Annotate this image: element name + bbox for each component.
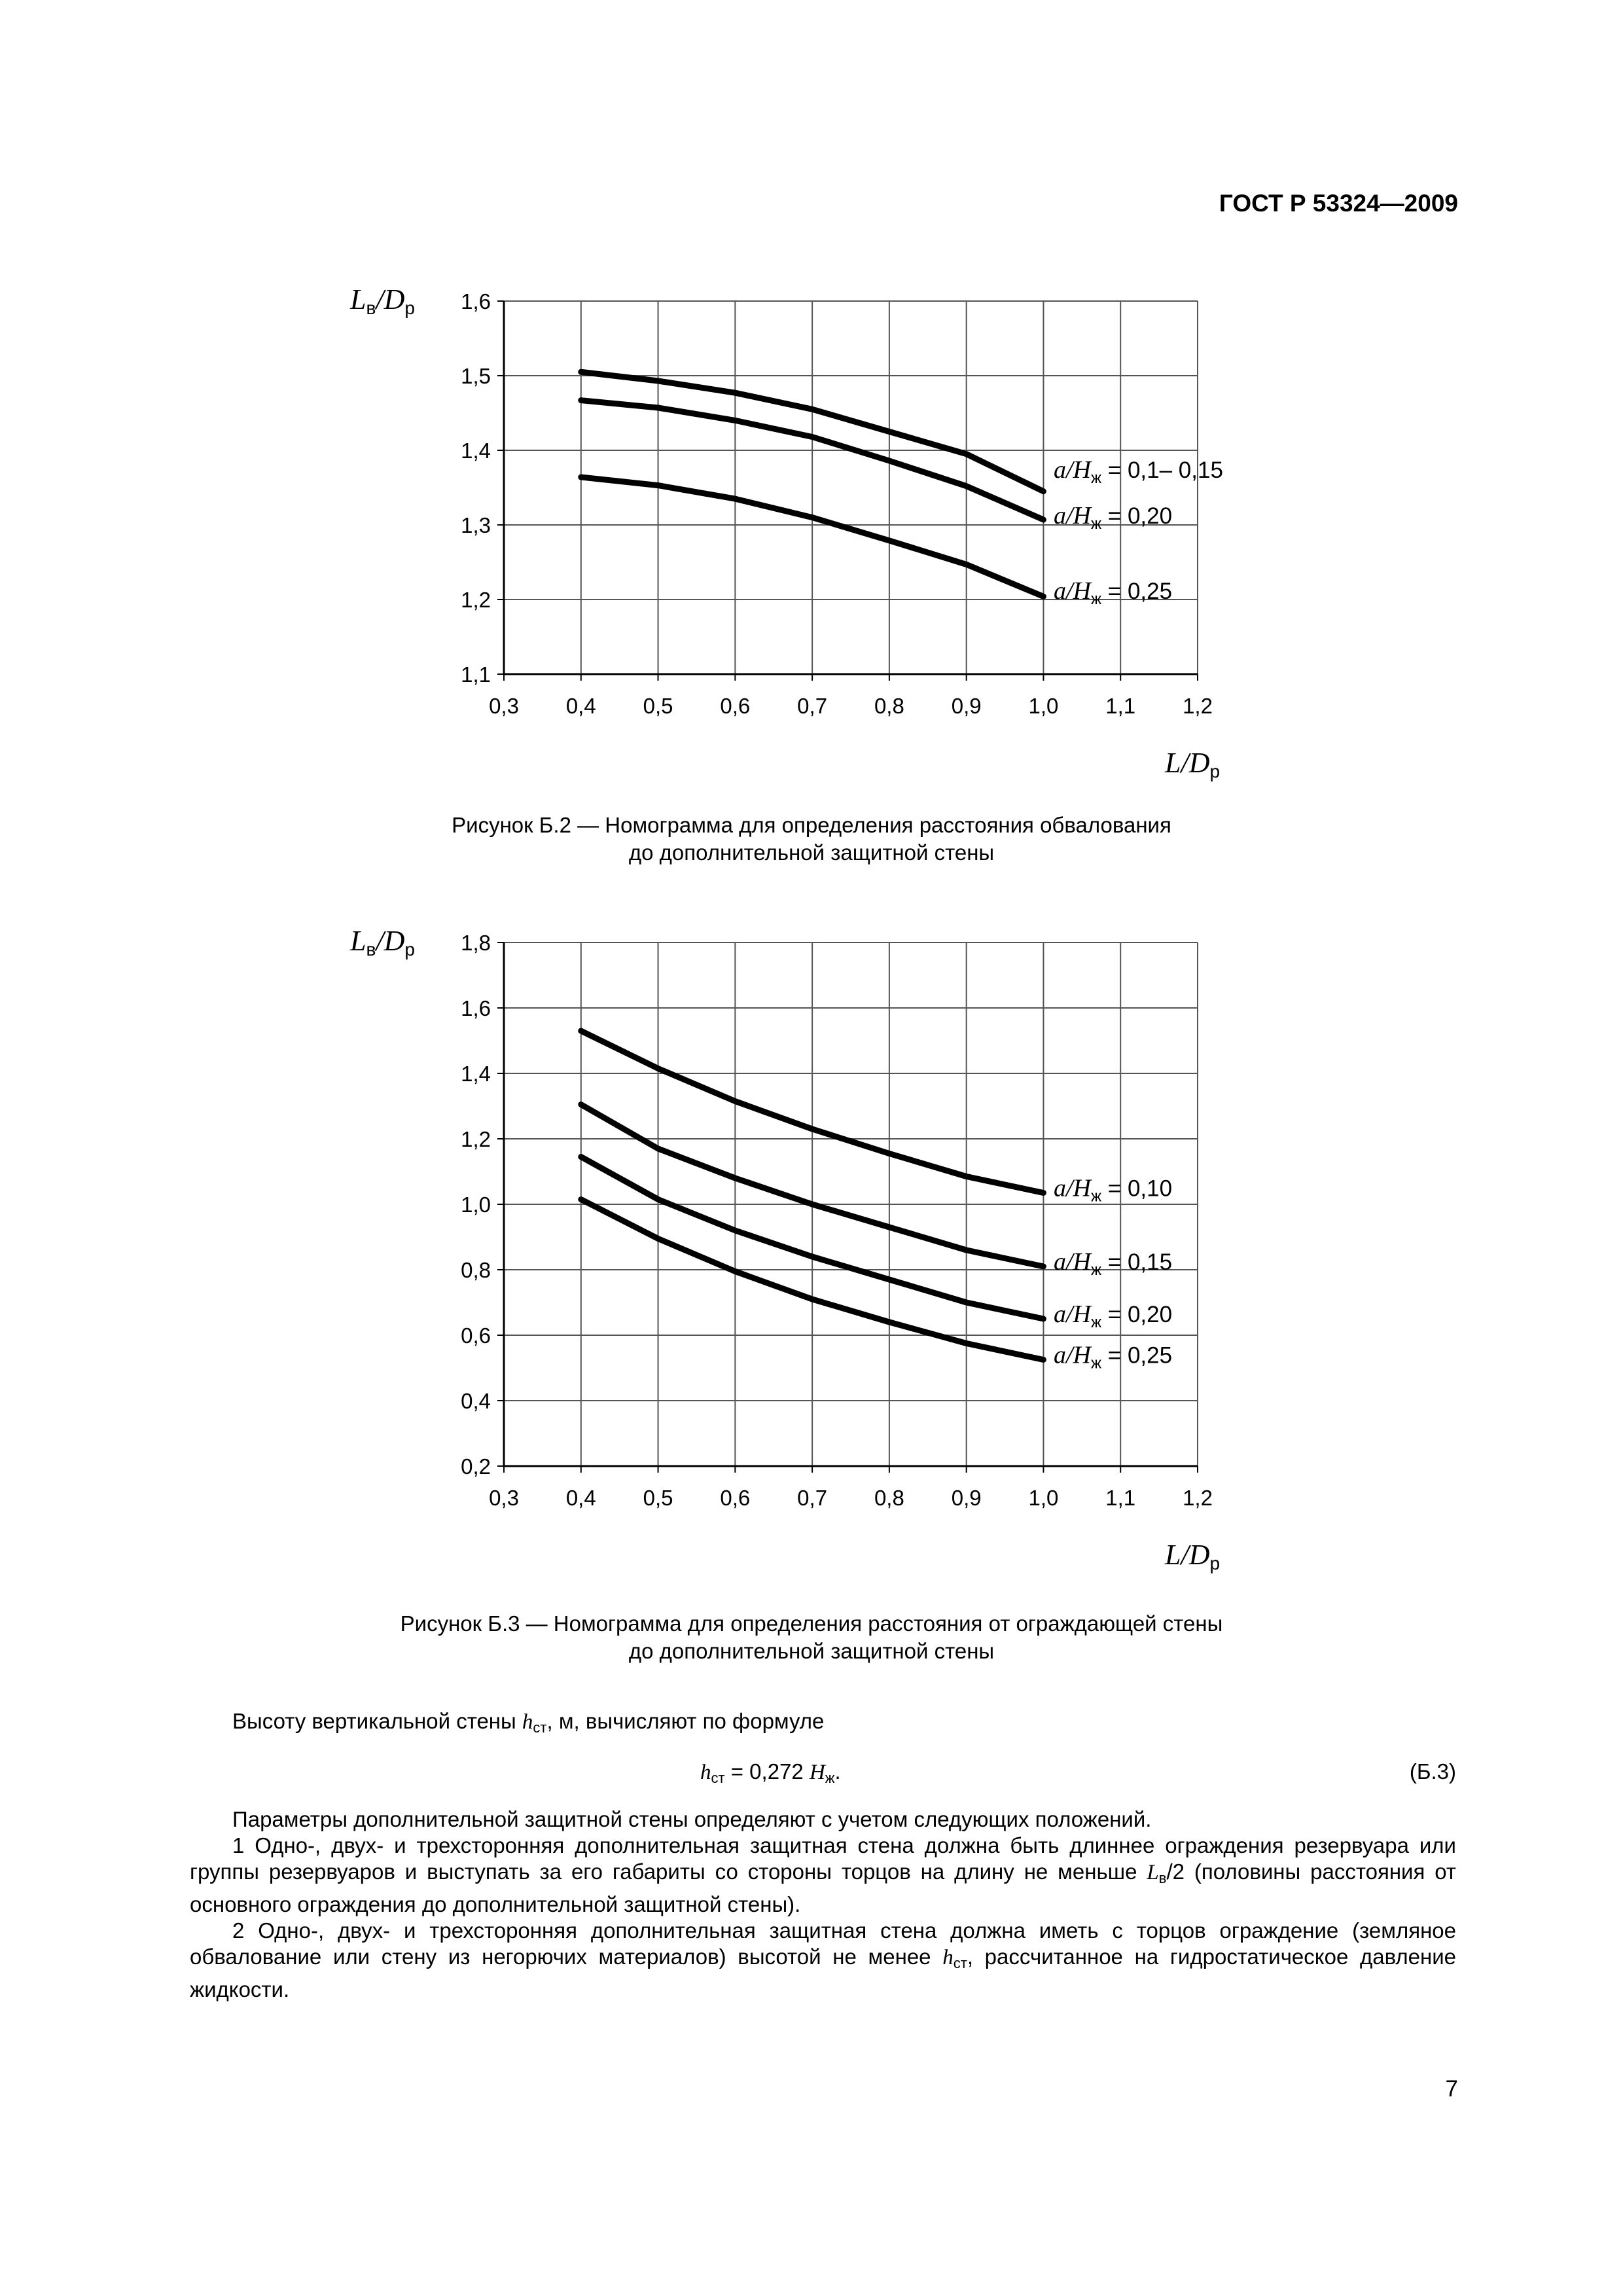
x-tick-label: 0,6 — [720, 694, 751, 718]
parameters-paragraphs — [190, 1806, 1456, 2003]
chart-figure-b3 — [0, 903, 1623, 1623]
y-tick-label: 1,2 — [461, 588, 491, 612]
y-axis-label: Lв/Dр — [350, 925, 415, 960]
caption-line: Рисунок Б.3 — Номограмма для определения расстояния от ограждающей стены — [400, 1611, 1223, 1636]
x-tick-label: 0,9 — [951, 1486, 982, 1510]
x-tick-label: 0,9 — [951, 694, 982, 718]
series-label: $а/H_ж = 0,20$ — [1054, 1300, 1173, 1331]
y-tick-label: 0,2 — [461, 1454, 491, 1479]
formula-number: (Б.3) — [1409, 1759, 1456, 1784]
x-tick-label: 1,0 — [1028, 694, 1059, 718]
y-tick-label: 1,6 — [461, 289, 491, 314]
chart-figure-b2 — [0, 262, 1623, 798]
text: 2 Одно-, двух- и трехсторонняя дополнительная защитная стена должна иметь с торцов ограждение (земляное обвалование или стену из негорючих материалов) высотой не менее — [190, 1918, 1456, 1969]
series-label: $а/H_ж = 0,1-$ 0,15 — [1054, 456, 1223, 487]
y-tick-label: 1,1 — [461, 662, 491, 687]
y-axis-label: Lв/Dр — [350, 283, 415, 318]
x-tick-label: 1,2 — [1183, 694, 1213, 718]
paragraph — [190, 1833, 1456, 1918]
subscript: ст — [953, 1955, 967, 1971]
x-tick-label: 0,4 — [565, 1486, 596, 1510]
x-axis-label: L/Dр — [1165, 747, 1221, 781]
variable: L — [1147, 1861, 1159, 1884]
caption-line: до дополнительной защитной стены — [628, 1639, 995, 1663]
variable: H — [809, 1761, 825, 1784]
paragraph: Параметры дополнительной защитной стены определяют с учетом следующих положений. — [232, 1807, 1152, 1831]
text: = 0,272 — [724, 1759, 810, 1784]
y-tick-label: 1,4 — [461, 439, 491, 463]
formula-line — [190, 1759, 1456, 1788]
x-tick-label: 0,5 — [643, 1486, 673, 1510]
series-label: $а/H_ж = 0,20$ — [1054, 502, 1173, 533]
y-tick-label: 1,8 — [461, 931, 491, 955]
variable: h — [522, 1710, 533, 1734]
y-tick-label: 1,3 — [461, 513, 491, 537]
text: . — [834, 1759, 841, 1784]
y-tick-label: 0,6 — [461, 1323, 491, 1348]
series-label: $а/H_ж = 0,15$ — [1054, 1248, 1173, 1279]
text: 1 Одно-, двух- и трехсторонняя дополнительная защитная стена должна быть длиннее ограждения резервуара или группы резервуаров и выступать за его габариты со стороны торцов на длину не меньше — [190, 1833, 1456, 1884]
caption-line: до дополнительной защитной стены — [628, 840, 995, 865]
figure-b3-caption — [0, 1610, 1623, 1665]
x-axis-label: L/Dр — [1165, 1539, 1221, 1573]
page-number: 7 — [1445, 2076, 1458, 2102]
x-tick-label: 0,6 — [720, 1486, 751, 1510]
y-tick-label: 0,4 — [461, 1389, 491, 1413]
y-tick-label: 1,0 — [461, 1193, 491, 1217]
x-tick-label: 0,5 — [643, 694, 673, 718]
subscript: ст — [711, 1770, 725, 1786]
x-tick-label: 0,8 — [874, 694, 904, 718]
text: Высоту вертикальной стены — [232, 1709, 522, 1733]
variable: h — [942, 1946, 954, 1969]
document-code: ГОСТ Р 53324—2009 — [1219, 190, 1458, 217]
text: , м, вычисляют по формуле — [546, 1709, 825, 1733]
y-tick-label: 1,2 — [461, 1127, 491, 1151]
x-tick-label: 1,2 — [1183, 1486, 1213, 1510]
caption-line: Рисунок Б.2 — Номограмма для определения расстояния обвалования — [452, 813, 1171, 837]
y-tick-label: 0,8 — [461, 1258, 491, 1282]
x-tick-label: 0,3 — [489, 1486, 519, 1510]
x-tick-label: 0,7 — [797, 1486, 828, 1510]
y-tick-label: 1,5 — [461, 364, 491, 388]
x-tick-label: 0,7 — [797, 694, 828, 718]
subscript: ж — [825, 1770, 835, 1786]
text: /2 (половины расстояния от основного ограждения до дополнительной защитной стены). — [190, 1859, 1457, 1916]
series-label: $а/H_ж = 0,25$ — [1054, 1341, 1173, 1372]
subscript: ст — [533, 1719, 547, 1736]
intro-paragraph — [190, 1708, 1456, 1741]
x-tick-label: 1,1 — [1105, 694, 1136, 718]
series-label: $а/H_ж = 0,25$ — [1054, 577, 1173, 608]
formula — [700, 1759, 962, 1787]
paragraph — [190, 1918, 1456, 2003]
subscript: в — [1158, 1870, 1167, 1886]
x-tick-label: 1,1 — [1105, 1486, 1136, 1510]
y-tick-label: 1,4 — [461, 1062, 491, 1086]
x-tick-label: 1,0 — [1028, 1486, 1059, 1510]
x-tick-label: 0,8 — [874, 1486, 904, 1510]
text: , рассчитанное на гидростатическое давление жидкости. — [190, 1945, 1456, 2001]
figure-b2-caption — [0, 812, 1623, 867]
series-label: $а/H_ж = 0,10$ — [1054, 1174, 1173, 1206]
x-tick-label: 0,4 — [565, 694, 596, 718]
x-tick-label: 0,3 — [489, 694, 519, 718]
y-tick-label: 1,6 — [461, 996, 491, 1020]
variable: h — [700, 1761, 711, 1784]
